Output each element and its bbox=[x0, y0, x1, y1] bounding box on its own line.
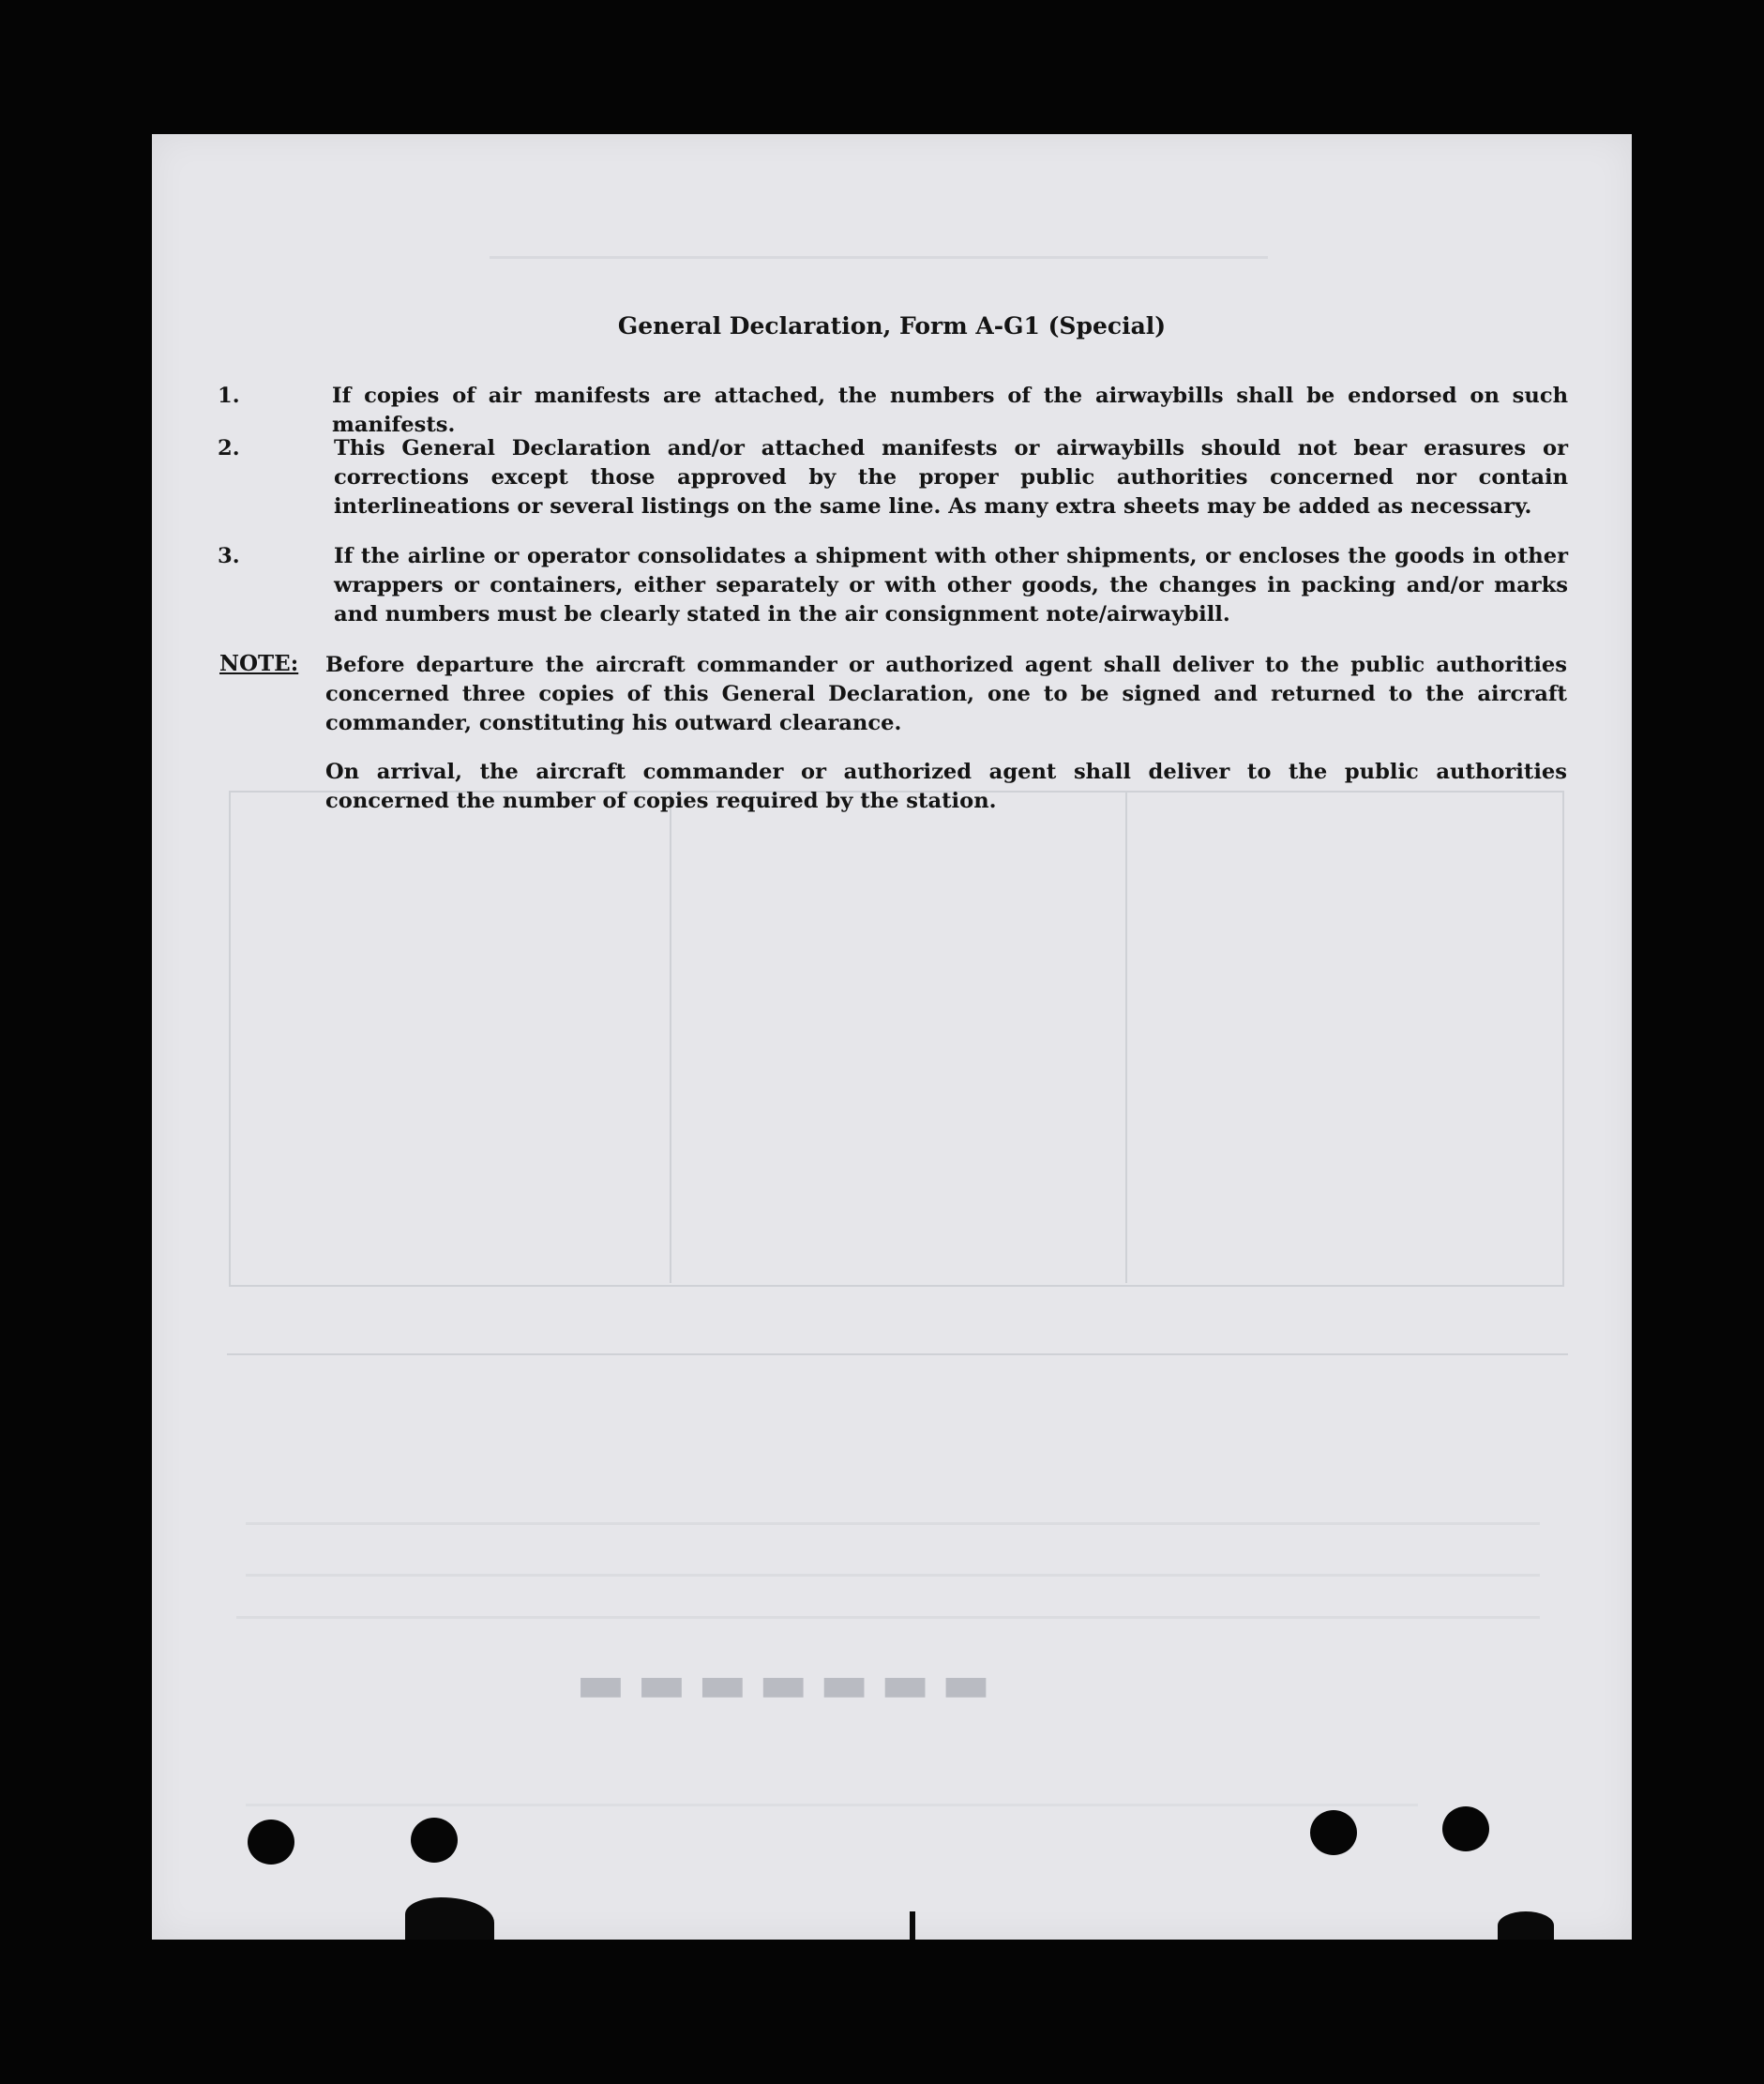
bleed-through-line bbox=[1125, 791, 1127, 1283]
item-text: If the airline or operator consolidates a shipment with other shipments, or encloses the goods in other wrappers or containers, either separately or with other goods, the changes in packing and/or marks and numbers must be clearly stated in the air consignment note/airwaybill. bbox=[334, 544, 1568, 627]
item-text: If copies of air manifests are attached, the numbers of the airwaybills shall be endorsed on such manifests. bbox=[332, 384, 1568, 437]
list-item bbox=[218, 542, 1568, 629]
bleed-through-heading: ▬▬▬▬▬▬▬ bbox=[565, 1654, 991, 1714]
item-number: 1. bbox=[218, 384, 240, 408]
torn-edge bbox=[1498, 1911, 1554, 1940]
bleed-through-line bbox=[246, 1804, 1418, 1806]
item-number: 3. bbox=[218, 544, 240, 568]
punch-hole bbox=[248, 1820, 294, 1865]
punch-hole bbox=[1442, 1806, 1489, 1851]
document-page bbox=[152, 134, 1632, 1940]
list-item bbox=[218, 382, 1568, 440]
bleed-through-line bbox=[236, 1616, 1540, 1619]
document-title: General Declaration, Form A-G1 (Special) bbox=[617, 312, 1167, 340]
torn-edge bbox=[405, 1897, 494, 1940]
item-number: 2. bbox=[218, 436, 240, 461]
note-label: NOTE: bbox=[219, 651, 299, 676]
bleed-through-line bbox=[490, 256, 1268, 259]
bleed-through-line bbox=[246, 1522, 1540, 1525]
item-text: This General Declaration and/or attached manifests or airwaybills should not bear erasures or corrections except those approved by the proper public authorities concerned nor contain interlineations or several listings on the same line. As many extra sheets may be added as necessary. bbox=[334, 436, 1568, 519]
note-paragraph: Before departure the aircraft commander or authorized agent shall deliver to the public authorities concerned three copies of this General Declaration, one to be signed and returned to the aircraft commander, constituting his outward clearance. bbox=[325, 653, 1567, 735]
bleed-through-line bbox=[227, 1353, 1568, 1355]
torn-edge bbox=[910, 1911, 915, 1940]
list-item bbox=[218, 434, 1568, 521]
punch-hole bbox=[1310, 1810, 1357, 1855]
bleed-through-line bbox=[246, 1574, 1540, 1577]
note-paragraph: On arrival, the aircraft commander or authorized agent shall deliver to the public authorities concerned the number of copies required by the station. bbox=[325, 760, 1567, 813]
punch-hole bbox=[411, 1818, 458, 1863]
bleed-through-box bbox=[229, 791, 1564, 1287]
bleed-through-line bbox=[670, 791, 671, 1283]
